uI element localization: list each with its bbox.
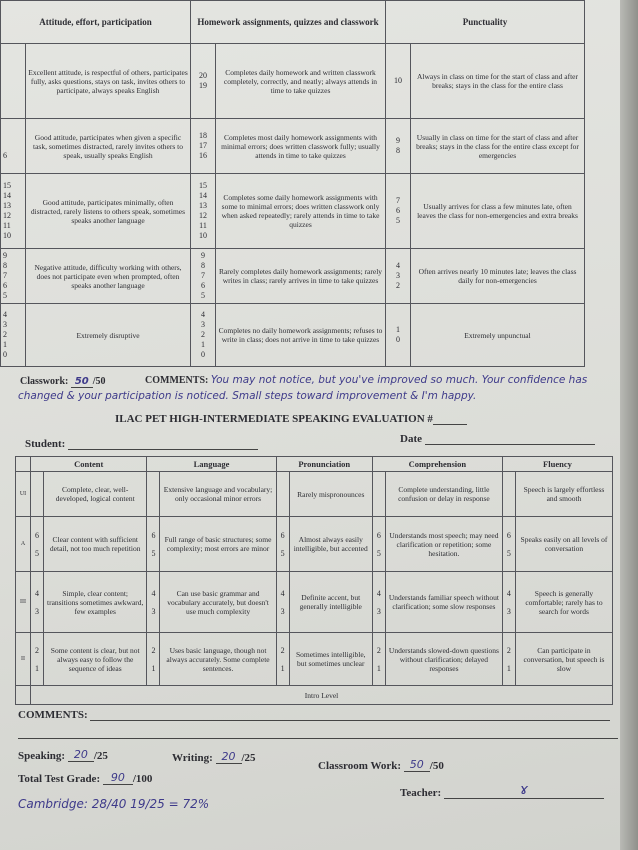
homework-descriptor: Completes no daily homework assignments; refuses to write in class; does not arrive in time to take quizzes [216, 304, 386, 367]
punctuality-score-range: 4 3 2 [386, 249, 411, 304]
content-descriptor: Clear content with sufficient detail, not too much repetition [44, 517, 147, 572]
header-attitude: Attitude, effort, participation [1, 1, 191, 44]
pronunciation-descriptor: Almost always easily intelligible, but accented [289, 517, 372, 572]
content-descriptor: Simple, clear content; transitions sometimes awkward, few examples [44, 572, 147, 633]
classroom-score-field [318, 758, 444, 772]
attitude-descriptor: Extremely disruptive [26, 304, 191, 367]
rubric-row [1, 44, 585, 119]
header-comprehension: Comprehension [372, 457, 502, 472]
comments2-second-line [18, 738, 618, 739]
homework-score-range: 4 3 2 1 0 [191, 304, 216, 367]
punctuality-descriptor: Usually arrives for class a few minutes late, often leaves the class for non-emergencies and extra breaks [411, 174, 585, 249]
classwork-total: /50 [92, 376, 106, 387]
attitude-descriptor: Good attitude, participates when given a specific task, sometimes distracted, rarely invites others to speak, usually speaks English [26, 119, 191, 174]
score-cell: 4 3 [147, 572, 160, 633]
classwork-score: 50 [71, 376, 93, 388]
pronunciation-descriptor: Definite accent, but generally intelligible [289, 572, 372, 633]
writing-label: Writing: [172, 752, 213, 764]
comprehension-descriptor: Understands most speech; may need clarification or repetition; some hesitation. [385, 517, 502, 572]
score-cell: 2 1 [372, 633, 385, 686]
punctuality-score-range: 9 8 [386, 119, 411, 174]
speaking-label: Speaking: [18, 750, 66, 762]
score-cell: 2 1 [502, 633, 515, 686]
writing-score: 20 [216, 750, 242, 764]
language-descriptor: Can use basic grammar and vocabulary accurately, but doesn't use much complexity [160, 572, 276, 633]
date-field [400, 432, 595, 445]
header-language: Language [147, 457, 276, 472]
classroom-score: 50 [404, 758, 430, 772]
intro-level-row [16, 686, 613, 705]
homework-descriptor: Completes some daily homework assignments with some to minimal errors; does written classwork only when asked repeatedly; rarely attends in time to take quizzes [216, 174, 386, 249]
score-cell: 6 5 [147, 517, 160, 572]
attitude-descriptor: Negative attitude, difficulty working with others, does not participate even when prompted, often speaks another language [26, 249, 191, 304]
homework-score-range: 9 8 7 6 5 [191, 249, 216, 304]
header-homework: Homework assignments, quizzes and classwork [191, 1, 386, 44]
attitude-score-range: 4 3 2 1 0 [1, 304, 26, 367]
evaluation-number-line [433, 412, 467, 425]
homework-descriptor: Rarely completes daily homework assignments; rarely writes in class; rarely arrives in time to take quizzes [216, 249, 386, 304]
speaking-rubric-table [15, 456, 613, 705]
homework-score-range: 15 14 13 12 11 10 [191, 174, 216, 249]
total-label: Total Test Grade: [18, 773, 101, 785]
classroom-label: Classroom Work: [318, 760, 402, 772]
score-cell: 4 3 [276, 572, 289, 633]
speaking-score-field [18, 748, 108, 762]
rubric-row [1, 249, 585, 304]
homework-score-range: 20 19 [191, 44, 216, 119]
score-cell: 2 1 [31, 633, 44, 686]
language-descriptor: Uses basic language, though not always accurately. Some complete sentences. [160, 633, 276, 686]
pronunciation-descriptor: Rarely mispronounces [289, 472, 372, 517]
language-descriptor: Full range of basic structures; some complexity; most errors are minor [160, 517, 276, 572]
score-cell: 6 5 [502, 517, 515, 572]
speaking-row [16, 517, 613, 572]
page-edge [620, 0, 638, 850]
fluency-descriptor: Speaks easily on all levels of conversation [515, 517, 612, 572]
fluency-descriptor: Can participate in conversation, but speech is slow [515, 633, 612, 686]
date-label: Date [400, 433, 422, 445]
speaking-row [16, 633, 613, 686]
level-label [16, 686, 31, 705]
comments2-line [90, 708, 610, 721]
score-cell: 4 3 [31, 572, 44, 633]
score-cell: 6 5 [276, 517, 289, 572]
content-descriptor: Complete, clear, well-developed, logical content [44, 472, 147, 517]
punctuality-score-range: 1 0 [386, 304, 411, 367]
score-cell: 2 1 [147, 633, 160, 686]
homework-descriptor: Completes daily homework and written classwork completely, correctly, and neatly; always attends in time to take quizzes [216, 44, 386, 119]
attitude-score-range: 6 [1, 119, 26, 174]
homework-descriptor: Completes most daily homework assignments with minimal errors; does written classwork fully; usually attends in time to take quizzes [216, 119, 386, 174]
teacher-field [400, 782, 604, 799]
punctuality-descriptor: Often arrives nearly 10 minutes late; leaves the class daily for non-emergencies [411, 249, 585, 304]
level-label: UI [16, 472, 31, 517]
comprehension-descriptor: Complete understanding, little confusion or delay in response [385, 472, 502, 517]
handwritten-comment-line2: changed & your participation is noticed. Small steps toward improvement & I'm happy. [18, 390, 477, 402]
punctuality-descriptor: Usually in class on time for the start of class and after breaks; stays in the class for the entire class except for emergencies [411, 119, 585, 174]
attitude-score-range: 15 14 13 12 11 10 [1, 174, 26, 249]
evaluation-title [115, 412, 467, 425]
punctuality-score-range: 10 [386, 44, 411, 119]
student-field [25, 437, 258, 450]
student-label: Student: [25, 438, 66, 450]
header-pronunciation: Pronunciation [276, 457, 372, 472]
cambridge-note: Cambridge: 28/40 19/25 = 72% [18, 797, 210, 811]
intro-level-label: Intro Level [31, 686, 613, 705]
score-cell: 6 5 [372, 517, 385, 572]
teacher-signature: ɤ [444, 782, 604, 799]
handwritten-comment-line1: You may not notice, but you've improved so much. Your confidence has [210, 374, 588, 386]
speaking-score: 20 [68, 748, 94, 762]
header-punctuality: Punctuality [386, 1, 585, 44]
participation-rubric-table [0, 0, 585, 367]
classwork-score-line [20, 376, 106, 387]
classroom-total: /50 [429, 760, 444, 772]
language-descriptor: Extensive language and vocabulary; only occasional minor errors [160, 472, 276, 517]
teacher-label: Teacher: [400, 787, 442, 799]
score-cell: 6 5 [31, 517, 44, 572]
student-name-line [68, 437, 258, 450]
score-cell [147, 472, 160, 517]
rubric-row [1, 304, 585, 367]
attitude-score-range [1, 44, 26, 119]
score-cell: 2 1 [276, 633, 289, 686]
score-cell: 4 3 [502, 572, 515, 633]
rubric-row [1, 119, 585, 174]
level-label: A [16, 517, 31, 572]
header-content: Content [31, 457, 147, 472]
classwork-label: Classwork: [20, 376, 69, 387]
comments2-field [18, 708, 610, 721]
comprehension-descriptor: Understands familiar speech without clarification; some slow responses [385, 572, 502, 633]
score-cell [372, 472, 385, 517]
score-cell [502, 472, 515, 517]
punctuality-descriptor: Always in class on time for the start of class and after breaks; stays in the class for the entire class [411, 44, 585, 119]
punctuality-score-range: 7 6 5 [386, 174, 411, 249]
level-label: III [16, 572, 31, 633]
pronunciation-descriptor: Sometimes intelligible, but sometimes unclear [289, 633, 372, 686]
comments2-label: COMMENTS: [18, 709, 88, 721]
attitude-descriptor: Good attitude, participates minimally, often distracted, rarely listens to others speak, sometimes speaks another language [26, 174, 191, 249]
date-line [425, 432, 595, 445]
total-score: 90 [103, 771, 133, 785]
writing-total: /25 [241, 752, 256, 764]
score-cell [276, 472, 289, 517]
comments-label: COMMENTS: [145, 375, 209, 386]
rubric-row [1, 174, 585, 249]
speaking-total: /25 [93, 750, 108, 762]
punctuality-descriptor: Extremely unpunctual [411, 304, 585, 367]
content-descriptor: Some content is clear, but not always easy to follow the sequence of ideas [44, 633, 147, 686]
speaking-row [16, 472, 613, 517]
fluency-descriptor: Speech is largely effortless and smooth [515, 472, 612, 517]
attitude-score-range: 9 8 7 6 5 [1, 249, 26, 304]
level-header [16, 457, 31, 472]
speaking-row [16, 572, 613, 633]
fluency-descriptor: Speech is generally comfortable; rarely has to search for words [515, 572, 612, 633]
score-cell [31, 472, 44, 517]
evaluation-title-text: ILAC PET HIGH-INTERMEDIATE SPEAKING EVALUATION # [115, 413, 433, 425]
homework-score-range: 18 17 16 [191, 119, 216, 174]
teacher-comment-block [145, 374, 615, 386]
comprehension-descriptor: Understands slowed-down questions without clarification; delayed responses [385, 633, 502, 686]
total-total: /100 [132, 773, 153, 785]
attitude-descriptor: Excellent attitude, is respectful of others, participates fully, asks questions, stays on task, invites others to participate, always speaks English [26, 44, 191, 119]
score-cell: 4 3 [372, 572, 385, 633]
writing-score-field [172, 750, 256, 764]
level-label: II [16, 633, 31, 686]
total-grade-field [18, 771, 152, 785]
header-fluency: Fluency [502, 457, 612, 472]
